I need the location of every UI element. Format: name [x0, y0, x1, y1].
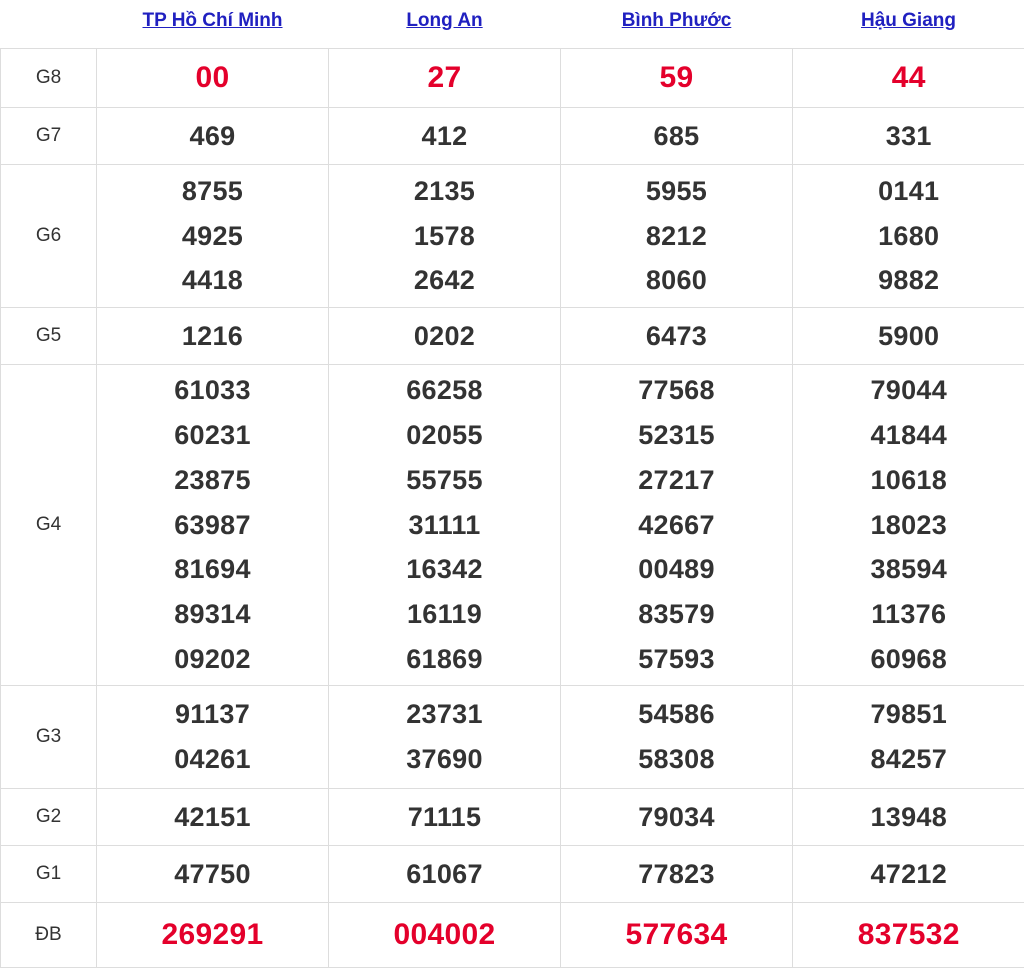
- table-row: [1, 846, 1024, 903]
- province-link-binh-phuoc[interactable]: Bình Phước: [622, 10, 732, 31]
- prize-cell: [793, 49, 1024, 108]
- prize-cell: [329, 108, 561, 165]
- prize-number: 91137: [97, 692, 328, 737]
- prize-cell: [97, 365, 329, 686]
- corner-header: [1, 0, 97, 49]
- prize-number: 8755: [97, 169, 328, 214]
- prize-number: 23875: [97, 458, 328, 503]
- prize-cell: [97, 308, 329, 365]
- province-header-2: [561, 0, 793, 49]
- prize-cell: [329, 308, 561, 365]
- province-link-long-an[interactable]: Long An: [406, 10, 482, 31]
- prize-number: 269291: [97, 910, 328, 960]
- prize-cell: [561, 49, 793, 108]
- prize-number: 66258: [329, 368, 560, 413]
- prize-number: 61869: [329, 637, 560, 682]
- prize-number: 02055: [329, 413, 560, 458]
- prize-number: 4925: [97, 214, 328, 259]
- prize-cell: [329, 903, 561, 968]
- prize-number: 8060: [561, 258, 792, 303]
- prize-label-g7: G7: [1, 108, 97, 165]
- prize-number: 5900: [793, 314, 1024, 359]
- prize-cell: [793, 903, 1024, 968]
- table-row: [1, 165, 1024, 308]
- prize-cell: [97, 846, 329, 903]
- prize-number: 23731: [329, 692, 560, 737]
- prize-cell: [561, 108, 793, 165]
- prize-number: 469: [97, 114, 328, 159]
- prize-number: 61033: [97, 368, 328, 413]
- prize-number: 59: [561, 53, 792, 103]
- prize-number: 42151: [97, 795, 328, 840]
- prize-number: 52315: [561, 413, 792, 458]
- table-row: [1, 686, 1024, 789]
- table-row: [1, 789, 1024, 846]
- prize-number: 27: [329, 53, 560, 103]
- prize-number: 44: [793, 53, 1024, 103]
- prize-number: 9882: [793, 258, 1024, 303]
- prize-number: 54586: [561, 692, 792, 737]
- prize-number: 2135: [329, 169, 560, 214]
- prize-cell: [793, 686, 1024, 789]
- prize-number: 79044: [793, 368, 1024, 413]
- prize-label-g5: G5: [1, 308, 97, 365]
- prize-label-g6: G6: [1, 165, 97, 308]
- prize-number: 09202: [97, 637, 328, 682]
- prize-number: 6473: [561, 314, 792, 359]
- prize-cell: [97, 49, 329, 108]
- province-link-hau-giang[interactable]: Hậu Giang: [861, 10, 956, 31]
- province-link-tp-ho-chi-minh[interactable]: TP Hồ Chí Minh: [142, 10, 282, 31]
- prize-number: 41844: [793, 413, 1024, 458]
- prize-label-g8: G8: [1, 49, 97, 108]
- prize-number: 38594: [793, 547, 1024, 592]
- prize-label-g4: G4: [1, 365, 97, 686]
- prize-label-g1: G1: [1, 846, 97, 903]
- prize-number: 27217: [561, 458, 792, 503]
- prize-cell: [329, 789, 561, 846]
- prize-number: 577634: [561, 910, 792, 960]
- prize-cell: [793, 365, 1024, 686]
- prize-number: 57593: [561, 637, 792, 682]
- prize-number: 63987: [97, 503, 328, 548]
- prize-cell: [97, 108, 329, 165]
- prize-number: 00: [97, 53, 328, 103]
- prize-number: 79851: [793, 692, 1024, 737]
- prize-cell: [561, 846, 793, 903]
- prize-cell: [97, 903, 329, 968]
- province-header-row: [1, 0, 1024, 49]
- prize-cell: [329, 686, 561, 789]
- prize-number: 60231: [97, 413, 328, 458]
- prize-number: 61067: [329, 852, 560, 897]
- prize-cell: [561, 365, 793, 686]
- prize-cell: [561, 686, 793, 789]
- prize-cell: [561, 165, 793, 308]
- prize-cell: [793, 165, 1024, 308]
- prize-cell: [97, 789, 329, 846]
- prize-number: 4418: [97, 258, 328, 303]
- province-header-1: [329, 0, 561, 49]
- prize-number: 00489: [561, 547, 792, 592]
- prize-number: 79034: [561, 795, 792, 840]
- prize-number: 16342: [329, 547, 560, 592]
- prize-number: 1680: [793, 214, 1024, 259]
- prize-cell: [561, 308, 793, 365]
- prize-number: 42667: [561, 503, 792, 548]
- prize-number: 412: [329, 114, 560, 159]
- table-row: [1, 49, 1024, 108]
- province-header-3: [793, 0, 1024, 49]
- prize-number: 84257: [793, 737, 1024, 782]
- prize-label-g2: G2: [1, 789, 97, 846]
- prize-number: 2642: [329, 258, 560, 303]
- prize-number: 11376: [793, 592, 1024, 637]
- table-row: [1, 108, 1024, 165]
- prize-cell: [329, 165, 561, 308]
- prize-number: 04261: [97, 737, 328, 782]
- prize-cell: [561, 903, 793, 968]
- table-header: [1, 0, 1024, 49]
- prize-number: 71115: [329, 795, 560, 840]
- prize-number: 16119: [329, 592, 560, 637]
- prize-number: 0141: [793, 169, 1024, 214]
- prize-number: 58308: [561, 737, 792, 782]
- prize-number: 77823: [561, 852, 792, 897]
- prize-label-đb: ĐB: [1, 903, 97, 968]
- prize-cell: [793, 308, 1024, 365]
- prize-label-g3: G3: [1, 686, 97, 789]
- prize-cell: [329, 846, 561, 903]
- prize-number: 685: [561, 114, 792, 159]
- prize-cell: [793, 789, 1024, 846]
- table-body: [1, 49, 1024, 968]
- prize-cell: [97, 686, 329, 789]
- table-row: [1, 365, 1024, 686]
- prize-number: 1578: [329, 214, 560, 259]
- prize-number: 331: [793, 114, 1024, 159]
- table-row: [1, 308, 1024, 365]
- prize-cell: [329, 49, 561, 108]
- prize-cell: [97, 165, 329, 308]
- table-row: [1, 903, 1024, 968]
- prize-number: 31111: [329, 503, 560, 548]
- prize-number: 37690: [329, 737, 560, 782]
- prize-number: 13948: [793, 795, 1024, 840]
- prize-number: 89314: [97, 592, 328, 637]
- prize-number: 837532: [793, 910, 1024, 960]
- prize-number: 8212: [561, 214, 792, 259]
- prize-number: 83579: [561, 592, 792, 637]
- prize-number: 47212: [793, 852, 1024, 897]
- prize-number: 5955: [561, 169, 792, 214]
- prize-number: 47750: [97, 852, 328, 897]
- prize-number: 77568: [561, 368, 792, 413]
- prize-number: 55755: [329, 458, 560, 503]
- prize-cell: [793, 846, 1024, 903]
- prize-number: 18023: [793, 503, 1024, 548]
- prize-number: 60968: [793, 637, 1024, 682]
- prize-number: 10618: [793, 458, 1024, 503]
- prize-cell: [561, 789, 793, 846]
- prize-number: 004002: [329, 910, 560, 960]
- prize-number: 81694: [97, 547, 328, 592]
- prize-number: 0202: [329, 314, 560, 359]
- prize-number: 1216: [97, 314, 328, 359]
- prize-cell: [329, 365, 561, 686]
- province-header-0: [97, 0, 329, 49]
- prize-cell: [793, 108, 1024, 165]
